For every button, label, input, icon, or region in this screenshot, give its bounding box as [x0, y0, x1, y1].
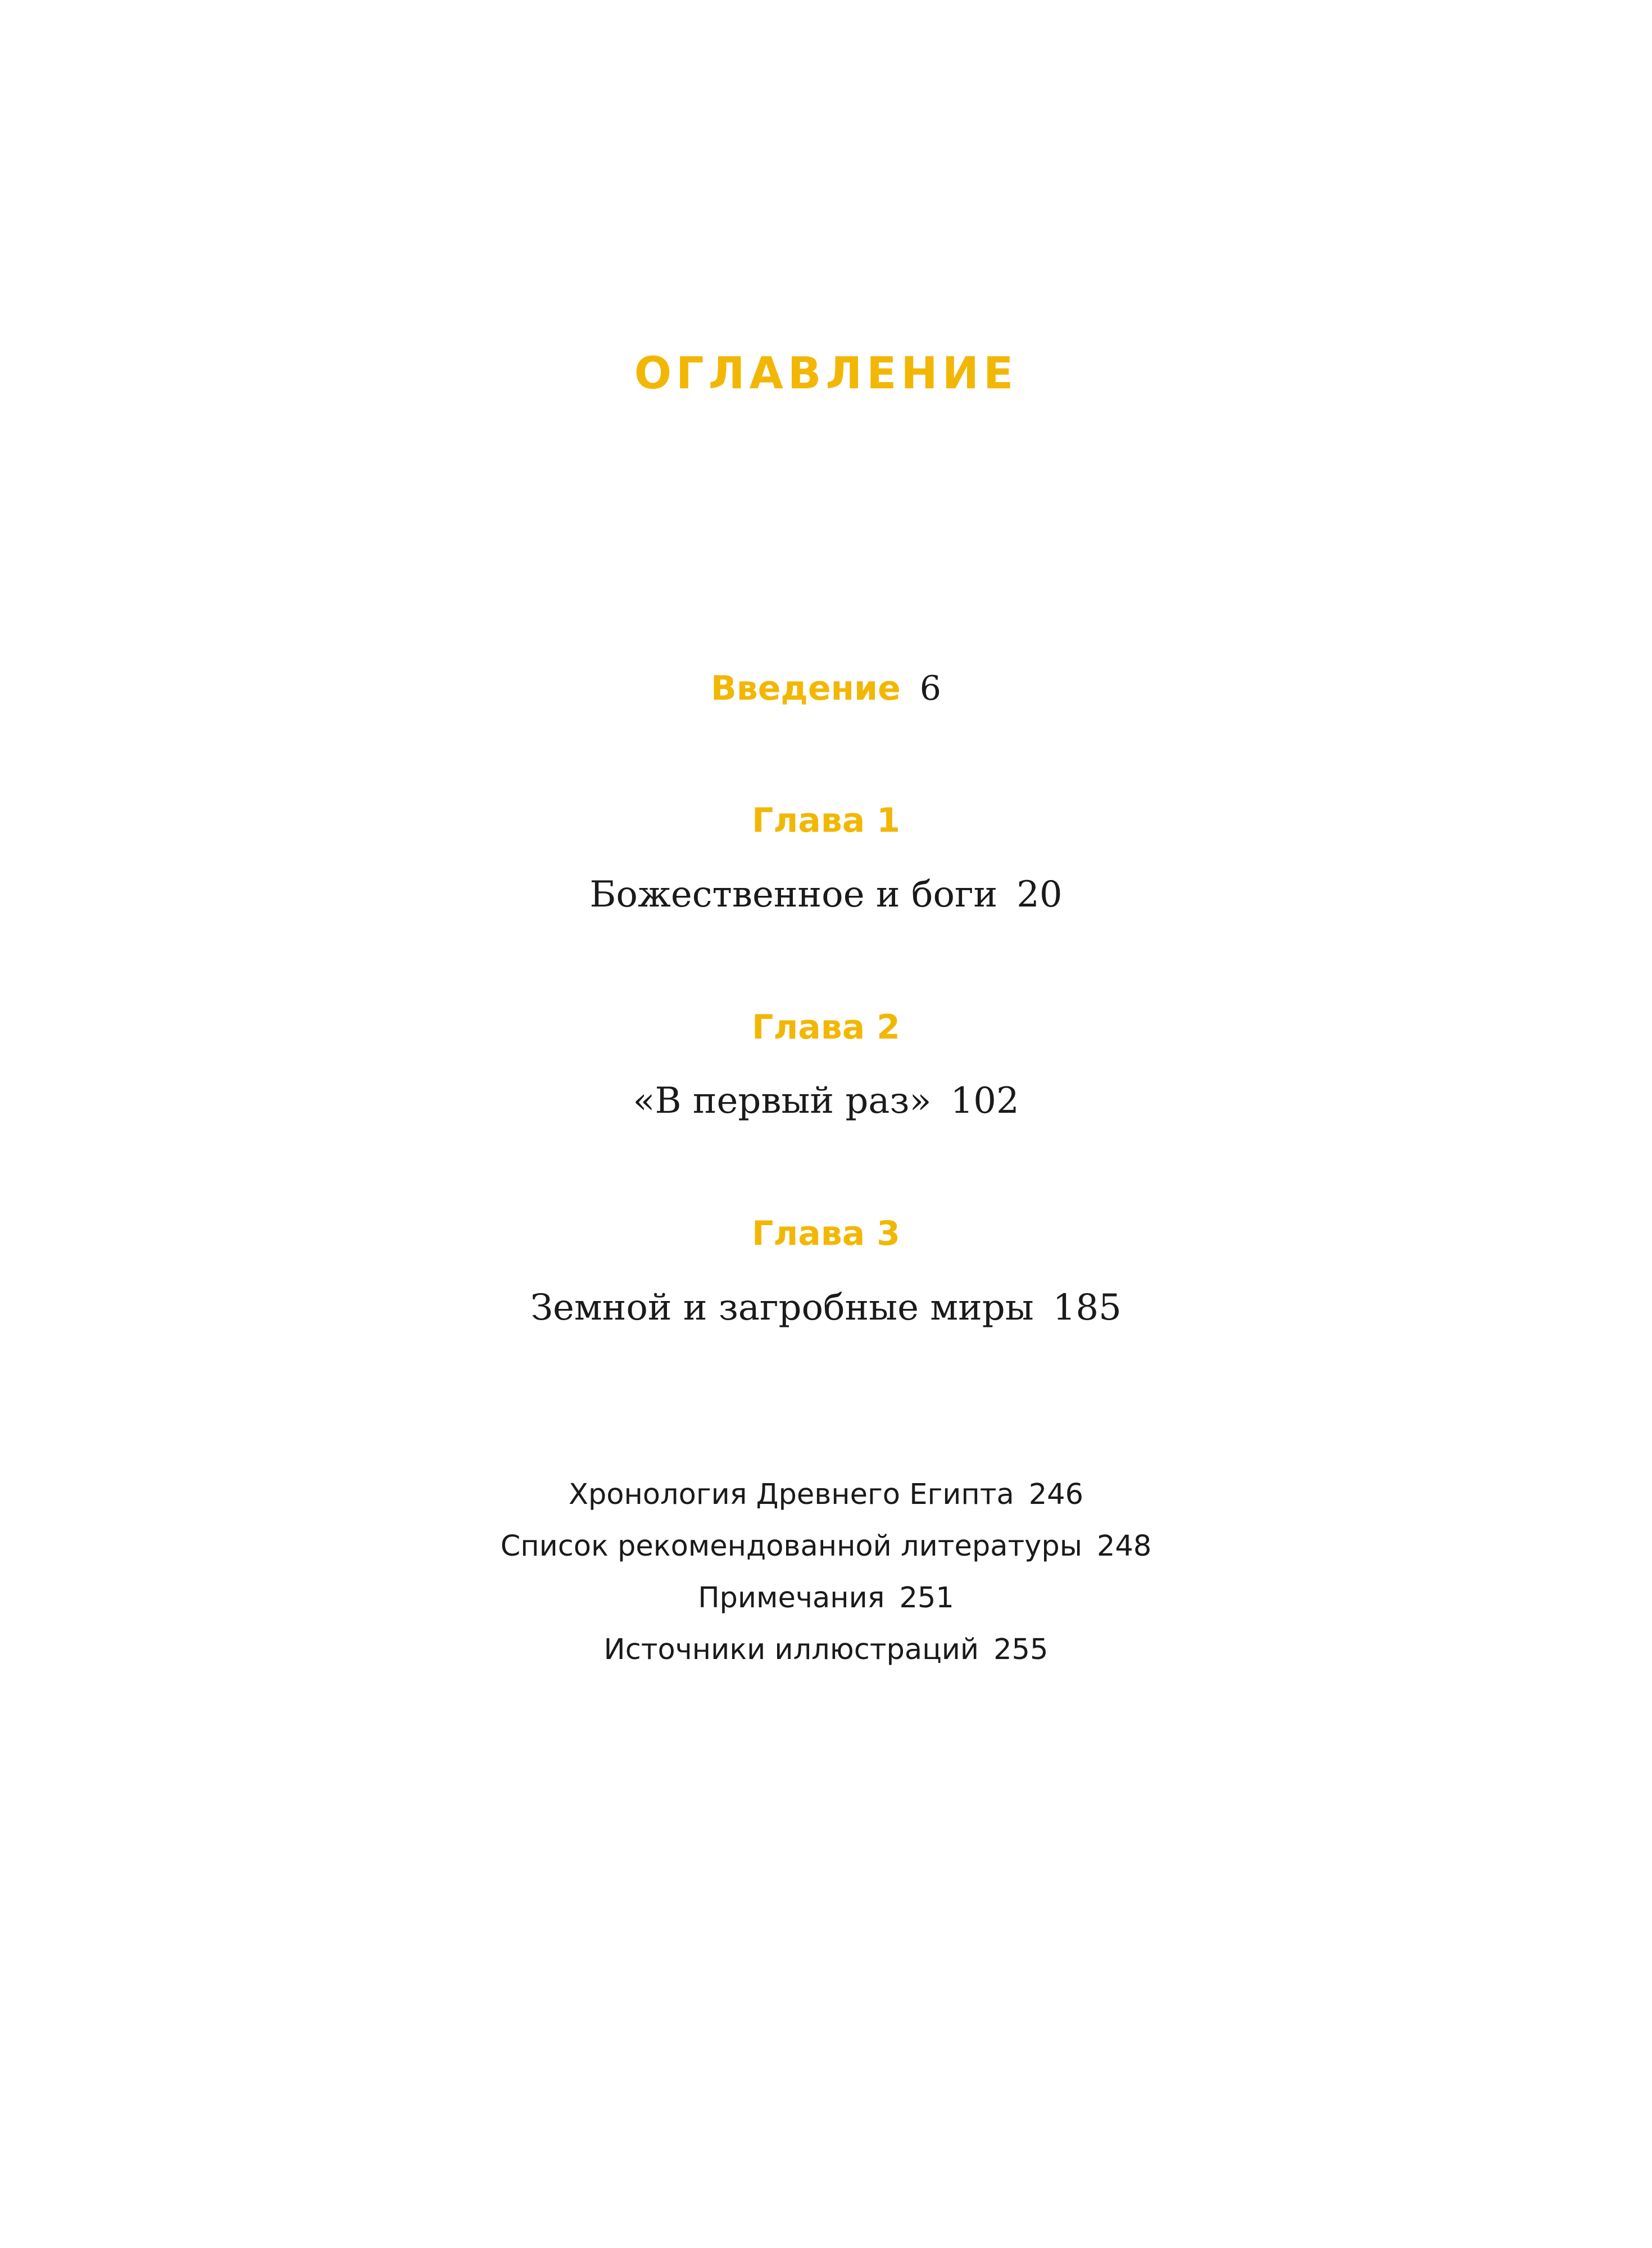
- chapter-2-title: «В первый раз»: [633, 1080, 932, 1122]
- chapter-3-label: Глава 3: [752, 1214, 900, 1253]
- toc-entry-illustration-sources[interactable]: [0, 1633, 1652, 1666]
- toc-entry-page-number: 6: [919, 669, 941, 708]
- backmatter-title: Список рекомендованной литературы: [500, 1530, 1082, 1563]
- backmatter-page-number: 255: [993, 1633, 1049, 1666]
- toc-entry-label: Введение: [711, 669, 901, 708]
- chapter-2-page-number: 102: [950, 1080, 1019, 1122]
- backmatter-title: Источники иллюстраций: [603, 1633, 979, 1666]
- toc-entry-notes[interactable]: [0, 1581, 1652, 1615]
- toc-entry-chronology[interactable]: [0, 1478, 1652, 1511]
- chapter-1-page-number: 20: [1016, 874, 1063, 915]
- chapter-3-title: Земной и загробные миры: [530, 1287, 1034, 1329]
- toc-entry-chapter-2[interactable]: [0, 1080, 1652, 1122]
- chapter-1-label: Глава 1: [752, 801, 900, 840]
- toc-entry-chapter-3[interactable]: [0, 1287, 1652, 1329]
- backmatter-title: Хронология Древнего Египта: [568, 1478, 1014, 1511]
- page-title: ОГЛАВЛЕНИЕ: [634, 348, 1018, 399]
- chapter-2-label: Глава 2: [752, 1008, 900, 1047]
- chapter-1-title: Божественное и боги: [589, 874, 998, 915]
- backmatter-page-number: 248: [1096, 1530, 1152, 1563]
- chapter-3-page-number: 185: [1052, 1287, 1122, 1329]
- toc-entry-chapter-1[interactable]: [0, 874, 1652, 915]
- backmatter-title: Примечания: [698, 1581, 885, 1615]
- backmatter-page-number: 246: [1028, 1478, 1084, 1511]
- backmatter-page-number: 251: [899, 1581, 954, 1615]
- toc-entry-introduction[interactable]: [0, 669, 1652, 709]
- toc-entry-recommended-reading[interactable]: [0, 1530, 1652, 1563]
